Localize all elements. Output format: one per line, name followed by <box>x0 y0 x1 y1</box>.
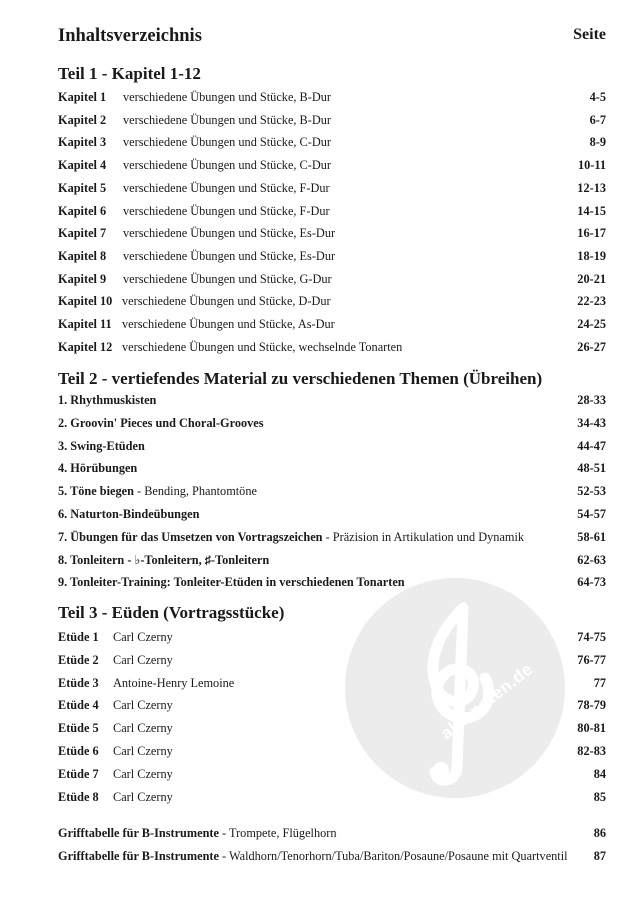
toc-entry <box>58 156 606 174</box>
toc-entry <box>58 628 606 646</box>
toc-entry <box>58 651 606 669</box>
entry-description: Carl Czerny <box>113 721 173 736</box>
entry-description: verschiedene Übungen und Stücke, C-Dur <box>123 158 331 173</box>
entry-subtitle: - Waldhorn/Tenorhorn/Tuba/Bariton/Posaune/Posaune mit Quartventil <box>218 849 568 863</box>
entry-description: Carl Czerny <box>113 766 173 781</box>
entry-label: Kapitel 1 <box>58 90 107 104</box>
part2-heading: Teil 2 - vertiefendes Material zu verschiedenen Themen (Übreihen) <box>58 369 543 388</box>
entry-pages: 58-61 <box>577 529 606 544</box>
entry-label: Kapitel 3 <box>58 135 107 150</box>
entry-label: Etüde 5 <box>58 721 99 736</box>
entry-text <box>58 824 337 842</box>
entry-pages: 8-9 <box>589 135 606 150</box>
toc-entry <box>58 528 606 546</box>
entry-text <box>58 551 269 569</box>
entry-pages: 44-47 <box>577 438 606 453</box>
entry-text <box>58 391 156 409</box>
entry-title: Grifftabelle für B-Instrumente <box>58 826 219 840</box>
entry-label: Kapitel 12 <box>58 339 113 354</box>
entry-pages: 86 <box>593 826 606 840</box>
entry-pages: 77 <box>593 675 606 690</box>
toc-entry <box>58 788 606 806</box>
toc-entry <box>58 179 606 197</box>
entry-pages: 87 <box>593 849 606 863</box>
entry-title: 9. Tonleiter-Training: Tonleiter-Etüden in verschiedenen Tonarten <box>58 575 405 590</box>
toc-entry <box>58 414 606 432</box>
toc-entry <box>58 505 606 523</box>
entry-description: Carl Czerny <box>113 652 173 667</box>
entry-pages: 74-75 <box>577 630 606 644</box>
toc-entry <box>58 765 606 783</box>
watermark-text: alle-noten.de <box>437 659 537 743</box>
entry-pages: 76-77 <box>577 652 606 667</box>
page-title: Inhaltsverzeichnis <box>58 26 202 46</box>
entry-description: verschiedene Übungen und Stücke, Es-Dur <box>123 248 336 263</box>
entry-pages: 84 <box>593 766 606 781</box>
entry-description: verschiedene Übungen und Stücke, As-Dur <box>122 317 335 331</box>
entry-description: verschiedene Übungen und Stücke, C-Dur <box>123 135 331 150</box>
entry-pages: 64-73 <box>577 575 606 590</box>
entry-description: verschiedene Übungen und Stücke, D-Dur <box>122 294 331 309</box>
entry-pages: 34-43 <box>577 415 606 430</box>
entry-subtitle: - Trompete, Flügelhorn <box>218 826 337 840</box>
toc-entry <box>58 742 606 760</box>
entry-subtitle: - Bending, Phantomtöne <box>133 484 257 499</box>
entry-text <box>58 437 145 455</box>
toc-entry <box>58 315 606 333</box>
entry-pages: 28-33 <box>577 393 606 407</box>
toc-entry <box>58 391 606 409</box>
entry-text <box>58 482 257 500</box>
entry-pages: 26-27 <box>577 339 606 354</box>
page-column-label: Seite <box>573 26 606 43</box>
toc-entry <box>58 88 606 106</box>
entry-text <box>58 573 405 591</box>
entry-label: Kapitel 5 <box>58 180 107 195</box>
toc-entry <box>58 133 606 151</box>
entry-description: verschiedene Übungen und Stücke, F-Dur <box>123 203 330 218</box>
entry-description: verschiedene Übungen und Stücke, B-Dur <box>123 112 331 127</box>
toc-entry <box>58 437 606 455</box>
entry-label: Kapitel 4 <box>58 158 107 173</box>
entry-description: verschiedene Übungen und Stücke, Es-Dur <box>123 226 336 241</box>
entry-label: Kapitel 6 <box>58 203 107 218</box>
entry-pages: 24-25 <box>577 317 606 331</box>
entry-pages: 82-83 <box>577 744 606 758</box>
entry-description: verschiedene Übungen und Stücke, G-Dur <box>123 271 332 286</box>
entry-pages: 78-79 <box>577 698 606 713</box>
entry-label: Etüde 1 <box>58 630 99 644</box>
entry-pages: 10-11 <box>577 158 606 173</box>
entry-title: Grifftabelle für B-Instrumente <box>58 849 219 863</box>
part3-heading: Teil 3 - Eüden (Vortragsstücke) <box>58 603 285 622</box>
entry-description: verschiedene Übungen und Stücke, B-Dur <box>123 90 331 104</box>
entry-pages: 6-7 <box>589 112 606 127</box>
toc-entry <box>58 270 606 288</box>
entry-label: Kapitel 10 <box>58 294 113 309</box>
entry-text <box>58 459 137 477</box>
toc-entry <box>58 111 606 129</box>
entry-label: Etüde 8 <box>58 789 99 804</box>
entry-title: 2. Groovin' Pieces und Choral-Grooves <box>58 415 264 430</box>
entry-pages: 62-63 <box>577 552 606 567</box>
entry-label: Etüde 7 <box>58 766 99 781</box>
toc-entry <box>58 202 606 220</box>
entry-pages: 22-23 <box>577 294 606 309</box>
entry-title: 8. Tonleitern - ♭-Tonleitern, ♯-Tonleitern <box>58 552 270 567</box>
entry-text <box>58 847 568 865</box>
entry-label: Etüde 2 <box>58 652 99 667</box>
entry-description: Carl Czerny <box>113 630 173 644</box>
entry-pages: 4-5 <box>589 90 606 104</box>
entry-description: Carl Czerny <box>113 698 173 713</box>
entry-title: 3. Swing-Etüden <box>58 438 145 453</box>
toc-entry <box>58 292 606 310</box>
entry-pages: 48-51 <box>577 461 606 476</box>
entry-text <box>58 528 524 546</box>
toc-entry <box>58 573 606 591</box>
part1-heading: Teil 1 - Kapitel 1-12 <box>58 64 201 83</box>
entry-pages: 12-13 <box>577 180 606 195</box>
toc-entry <box>58 847 606 865</box>
entry-label: Kapitel 7 <box>58 226 107 241</box>
entry-pages: 18-19 <box>577 248 606 263</box>
toc-entry <box>58 247 606 265</box>
entry-label: Kapitel 11 <box>58 317 112 331</box>
entry-description: verschiedene Übungen und Stücke, wechselnde Tonarten <box>122 339 403 354</box>
toc-entry <box>58 338 606 356</box>
entry-title: 7. Übungen für das Umsetzen von Vortragszeichen <box>58 529 323 544</box>
toc-entry <box>58 551 606 569</box>
entry-pages: 54-57 <box>577 507 606 521</box>
entry-label: Etüde 4 <box>58 698 99 713</box>
toc-entry <box>58 719 606 737</box>
entry-label: Kapitel 2 <box>58 112 107 127</box>
entry-title: 1. Rhythmuskisten <box>58 393 157 407</box>
toc-entry <box>58 674 606 692</box>
toc-entry <box>58 824 606 842</box>
entry-pages: 80-81 <box>577 721 606 736</box>
entry-label: Etüde 3 <box>58 675 99 690</box>
entry-text <box>58 505 199 523</box>
entry-description: Carl Czerny <box>113 744 173 758</box>
toc-entry <box>58 459 606 477</box>
entry-label: Kapitel 9 <box>58 271 107 286</box>
entry-pages: 52-53 <box>577 484 606 499</box>
entry-title: 4. Hörübungen <box>58 461 138 476</box>
entry-pages: 20-21 <box>577 271 606 286</box>
entry-pages: 16-17 <box>577 226 606 241</box>
entry-label: Etüde 6 <box>58 744 99 758</box>
entry-pages: 14-15 <box>577 203 606 218</box>
entry-title: 5. Töne biegen <box>58 484 134 499</box>
entry-subtitle: - Präzision in Artikulation und Dynamik <box>322 529 525 544</box>
toc-entry <box>58 224 606 242</box>
entry-description: Carl Czerny <box>113 789 173 804</box>
toc-entry <box>58 696 606 714</box>
toc-entry <box>58 482 606 500</box>
entry-description: Antoine-Henry Lemoine <box>113 675 235 690</box>
entry-description: verschiedene Übungen und Stücke, F-Dur <box>123 180 330 195</box>
entry-pages: 85 <box>593 789 606 804</box>
entry-title: 6. Naturton-Bindeübungen <box>58 507 200 521</box>
entry-label: Kapitel 8 <box>58 248 107 263</box>
entry-text <box>58 414 264 432</box>
